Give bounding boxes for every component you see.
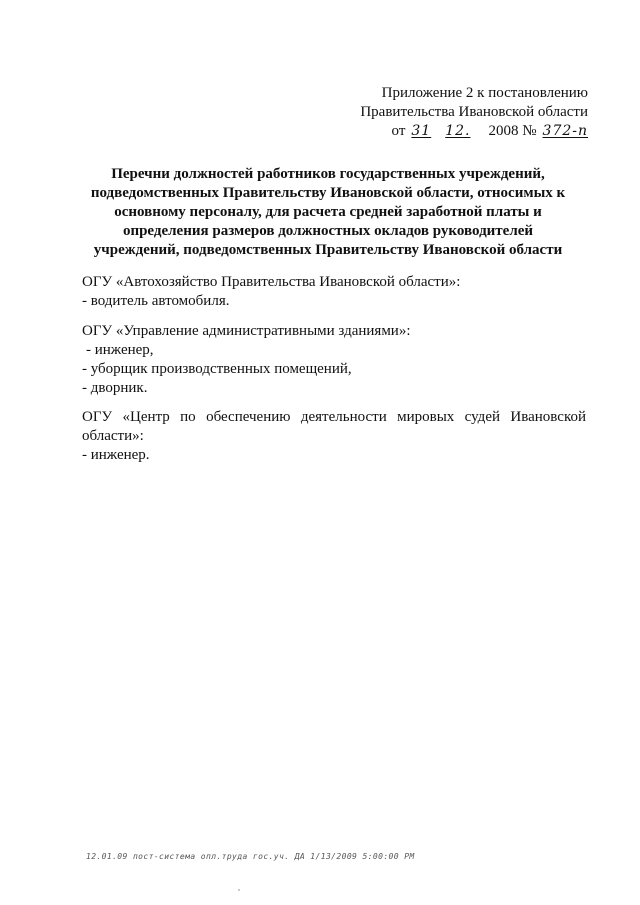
appendix-date-line [360,122,588,141]
organization-name-line1: ОГУ «Центр по обеспечению деятельности мировых судей Ивановской [82,409,586,425]
title-line: Перечни должностей работников государственных учреждений, [111,166,545,182]
title-line: основному персоналу, для расчета средней заработной платы и [114,204,542,220]
appendix-header [360,84,588,141]
organization-name: ОГУ «Автохозяйство Правительства Ивановской области»: [82,274,461,290]
section-autohouse [82,273,586,311]
handwritten-decree-number: 372-п [542,123,588,139]
scan-speck [238,889,240,891]
section-buildings-management [82,322,586,398]
document-title [70,165,586,260]
appendix-issuer: Правительства Ивановской области [360,104,588,120]
title-line: определения размеров должностных окладов руководителей [122,223,534,239]
organization-name: ОГУ «Управление административными зданиями»: [82,323,411,339]
handwritten-month: 12. [445,123,471,139]
handwritten-day: 31 [411,123,432,139]
position-item: - инженер, [86,342,154,358]
position-item: - дворник. [82,380,148,396]
position-item: - уборщик производственных помещений, [82,361,352,377]
date-prefix: от [391,123,406,139]
appendix-title: Приложение 2 к постановлению [381,85,588,101]
position-item: - водитель автомобиля. [82,293,230,309]
file-footer: 12.01.09 пост-система опл.труда гос.уч. ДА 1/13/2009 5:00:00 PM [86,852,415,861]
section-judges-support-center [82,408,586,465]
position-item: - инженер. [82,447,150,463]
title-line: учреждений, подведомственных Правительству Ивановской области [93,242,563,258]
organization-name-line2: области»: [82,428,144,444]
title-line: подведомственных Правительству Ивановской области, относимых к [90,185,566,201]
year-and-number-label: 2008 № [488,123,537,139]
